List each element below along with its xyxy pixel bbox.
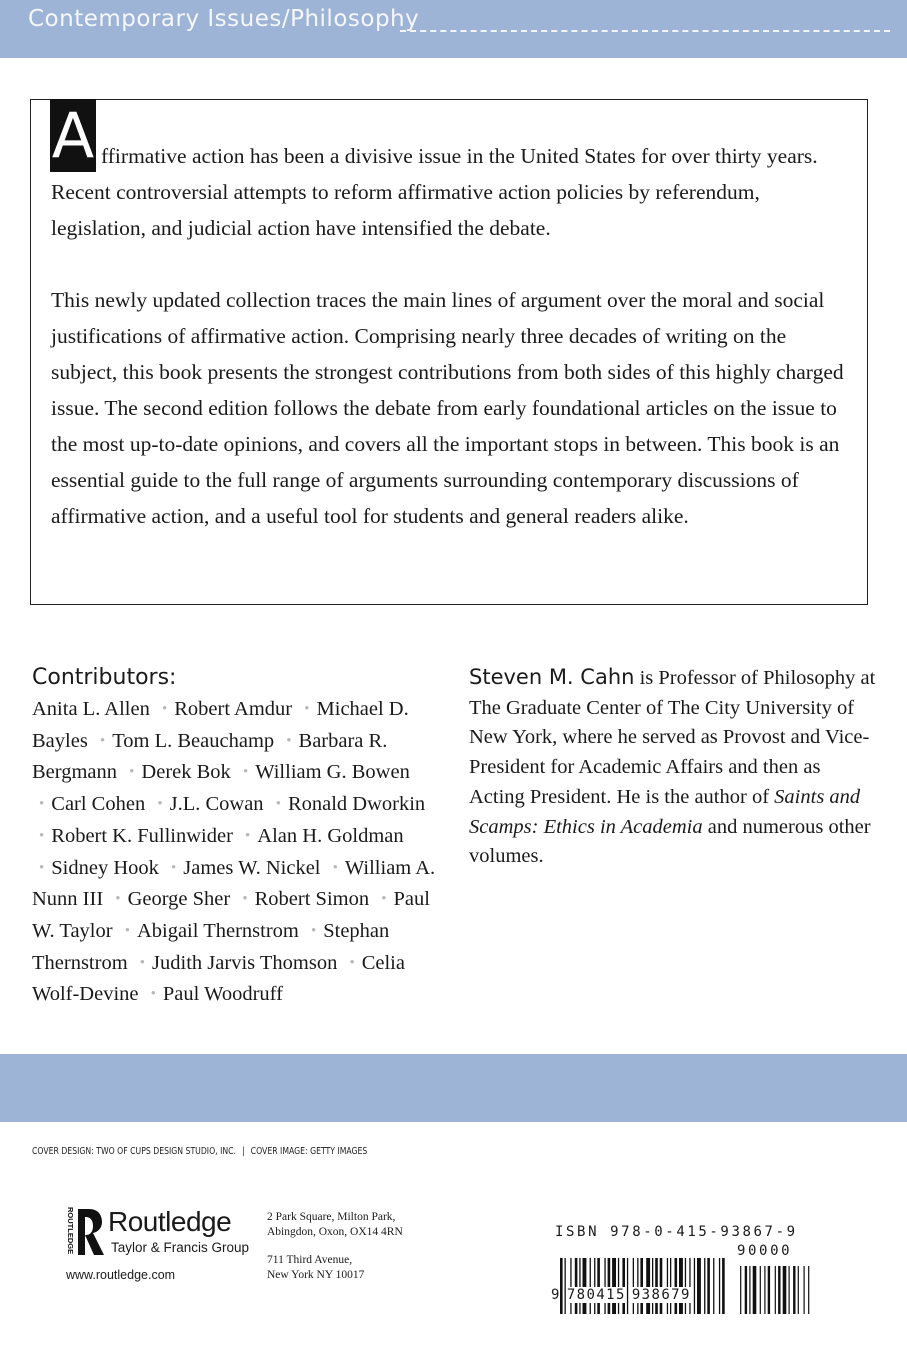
blurb-paragraph-1 [51,138,849,246]
author-bio-text: is Professor of Philosophy at The Graduate Center of The City University of New York, where he served as Provost and Vice-President for Academic Affairs and then as Acting President. He is the author of [469,667,876,808]
contributor-name: Celia Wolf-Devine [32,951,405,1006]
series-dashed-rule [400,30,890,32]
contributor-name: Paul W. Taylor [32,888,430,942]
contributor-name: Anita L. Allen [32,698,150,720]
contributor-name: James W. Nickel [183,856,321,879]
author-book-title: Saints and Scamps: Ethics in Academia [469,785,861,838]
blurb-paragraph-2: This newly updated collection traces the main lines of argument over the moral and social justifications of affirmative action. Comprising nearly three decades of writing on the subject, this book presents the strongest contributions from both sides of this highly charged issue. The second edition follows the debate from early foundational articles on the issue to the most up-to-date opinions, and covers all the important stops in between. This book is an essential guide to the full range of arguments surrounding contemporary discussions of affirmative action, and a useful tool for students and general readers alike. [51,288,844,528]
contributor-separator: • [245,827,251,844]
contributor-separator: • [139,954,146,971]
contributor-separator: • [332,859,338,876]
contributor-separator: • [39,859,45,876]
contributor-separator: • [115,891,121,908]
dropcap: A [51,99,95,172]
contributor-name: Robert K. Fullinwider [51,824,233,847]
contributor-separator: • [310,922,317,939]
contributor-name: Carl Cohen [51,793,146,816]
contributor-name: William G. Bowen [255,761,410,784]
contributor-name: Sidney Hook [51,856,159,879]
barcode-digit-first: 9 [551,1287,561,1303]
blurb-paragraph-1-text: ffirmative action has been a divisive issue in the United States for over thirty years. Recent controversial attempts to reform affirmative action policies by referendum, legislation, and judicial action have intensified the debate. [51,144,818,240]
contributor-separator: • [275,796,281,813]
contributor-name: Ronald Dworkin [287,793,426,816]
contributor-separator: • [157,796,163,813]
credit-image: COVER IMAGE: GETTY IMAGES [250,1146,368,1157]
contributor-name: Robert Amdur [174,698,293,720]
author-bio [469,663,879,872]
contributor-separator: • [242,891,248,908]
barcode-digits-left: 780415 [566,1287,626,1303]
contributor-name: J.L. Cowan [169,793,264,816]
address-us-line-1: 711 Third Avenue, [267,1254,353,1266]
barcode-icon [560,1258,810,1314]
contributor-separator: • [349,954,355,971]
contributor-separator: • [39,796,45,813]
bottom-band [0,1054,907,1122]
publisher-name: Routledge [108,1206,232,1237]
series-title: Contemporary Issues/Philosophy [28,6,420,32]
contributor-separator: • [381,891,387,908]
contributor-name: Robert Simon [254,888,370,911]
contributor-name: Stephan Thernstrom [32,919,390,974]
isbn-label: ISBN 978-0-415-93867-9 [555,1224,798,1240]
contributor-separator: • [161,701,168,717]
contributor-name: Tom L. Beauchamp [112,729,275,752]
contributor-name: Barbara R. Bergmann [32,729,388,784]
address-uk-line-1: 2 Park Square, Milton Park, [267,1211,396,1223]
series-band [0,0,907,58]
blurb-box [30,99,868,605]
publisher-group: Taylor & Francis Group [111,1240,250,1255]
contributor-name: Abigail Thernstrom [136,919,299,942]
address-us [267,1253,364,1283]
contributor-separator: • [242,764,249,781]
contributor-separator: • [39,827,45,844]
contributor-separator: • [124,922,130,939]
contributor-name: Paul Woodruff [162,983,283,1006]
contributor-name: Judith Jarvis Thomson [152,951,338,974]
contributor-name: William A. Nunn III [32,856,436,911]
credit-separator: | [242,1146,245,1157]
contributor-separator: • [286,732,292,749]
contributor-separator: • [150,986,156,1003]
price-code: 90000 [737,1243,793,1259]
barcode-digits-right: 938679 [631,1287,691,1303]
author-bio-end: and numerous other volumes. [469,815,871,868]
contributors-heading: Contributors: [32,665,177,690]
routledge-logo-icon [64,1205,106,1259]
contributor-name: George Sher [127,888,231,911]
contributor-name: Derek Bok [141,761,231,784]
publisher-url[interactable]: www.routledge.com [66,1268,176,1282]
contributor-separator: • [171,859,177,876]
logo-vertical-text: ROUTLEDGE [66,1207,75,1255]
address-us-line-2: New York NY 10017 [267,1269,365,1281]
contributor-separator: • [304,701,310,717]
address-uk [267,1210,403,1240]
cover-credits [32,1146,367,1157]
credit-design: COVER DESIGN: TWO OF CUPS DESIGN STUDIO, INC. [32,1146,237,1157]
barcode-digits [551,1287,691,1303]
address-uk-line-2: Abingdon, Oxon, OX14 4RN [267,1226,403,1238]
contributor-separator: • [129,764,135,781]
contributor-name: Michael D. Bayles [32,698,409,752]
contributors-list [32,695,442,1012]
author-name: Steven M. Cahn [469,665,635,689]
contributors-section [32,663,442,1012]
contributor-name: Alan H. Goldman [257,824,404,847]
contributor-separator: • [99,732,106,749]
